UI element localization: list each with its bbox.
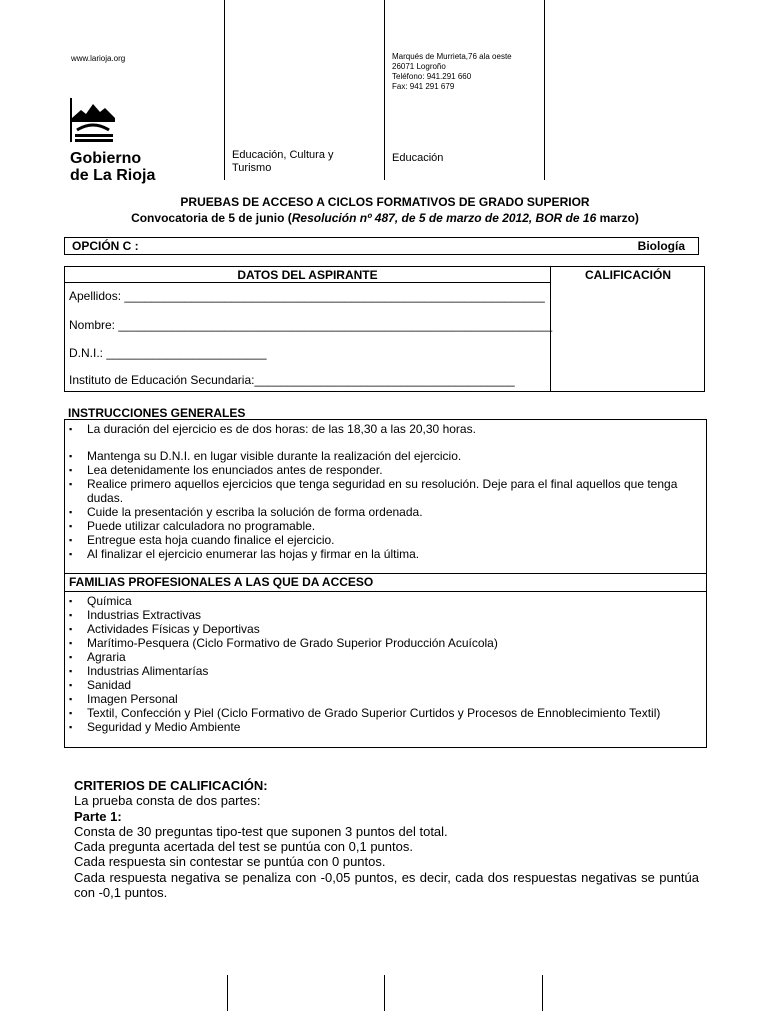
option-subject: Biología <box>637 239 685 253</box>
bullet-icon: ▪ <box>69 680 73 690</box>
list-item: ▪ Cuide la presentación y escriba la solución de forma ordenada. <box>69 505 423 519</box>
grade-header: CALIFICACIÓN <box>585 268 671 282</box>
bullet-icon: ▪ <box>69 596 73 606</box>
bullet-icon: ▪ <box>69 549 73 559</box>
subtitle-pre: Convocatoria de 5 de junio ( <box>131 211 292 225</box>
exam-title: PRUEBAS DE ACCESO A CICLOS FORMATIVOS DE GRADO SUPERIOR <box>180 195 590 209</box>
criteria-line: Cada respuesta sin contestar se puntúa con 0 puntos. <box>74 854 386 870</box>
instructions-header: INSTRUCCIONES GENERALES <box>68 406 246 420</box>
bullet-icon: ▪ <box>69 722 73 732</box>
list-item: ▪ Al finalizar el ejercicio enumerar las hojas y firmar en la última. <box>69 547 420 561</box>
instructions-list <box>65 422 702 436</box>
logo-text <box>70 150 155 184</box>
subtitle-post: marzo) <box>596 211 639 225</box>
bullet-icon: ▪ <box>69 624 73 634</box>
institute-field[interactable]: Instituto de Educación Secundaria:_______________________________________ <box>69 373 515 387</box>
header-divider-1 <box>224 0 225 180</box>
address-line: Teléfono: 941.291 660 <box>392 72 472 81</box>
department-2: Educación <box>392 152 444 164</box>
surname-field[interactable]: Apellidos: _______________________________________________________________ <box>69 289 545 303</box>
list-item: ▪ Imagen Personal <box>69 692 178 706</box>
la-rioja-crest-icon <box>69 96 117 144</box>
list-item: ▪ Química <box>69 594 132 608</box>
list-item: ▪ Mantenga su D.N.I. en lugar visible durante la realización del ejercicio. <box>69 449 462 463</box>
families-header: FAMILIAS PROFESIONALES A LAS QUE DA ACCESO <box>69 575 374 589</box>
header-divider-3 <box>544 0 545 180</box>
logo-line-1: Gobierno <box>70 150 142 167</box>
list-item: ▪ Puede utilizar calculadora no programable. <box>69 519 316 533</box>
exam-subtitle <box>0 211 770 225</box>
name-field[interactable]: Nombre: _________________________________________________________________ <box>69 318 553 332</box>
bullet-icon: ▪ <box>69 465 73 475</box>
families-header-rule <box>65 591 706 592</box>
list-item: ▪ Seguridad y Medio Ambiente <box>69 720 241 734</box>
bullet-icon: ▪ <box>69 652 73 662</box>
list-item: ▪ Marítimo-Pesquera (Ciclo Formativo de Grado Superior Producción Acuícola) <box>69 636 498 650</box>
list-item: ▪ Textil, Confección y Piel (Ciclo Formativo de Grado Superior Curtidos y Procesos de Ennoblecimiento Textil) <box>69 706 661 720</box>
dni-field[interactable]: D.N.I.: ________________________ <box>69 346 267 360</box>
list-item: ▪ Industrias Extractivas <box>69 608 202 622</box>
footer-divider-2 <box>384 975 385 1011</box>
criteria-line: Consta de 30 preguntas tipo-test que suponen 3 puntos del total. <box>74 823 448 839</box>
list-item: ▪ Agraria <box>69 650 126 664</box>
address-line: 26071 Logroño <box>392 62 446 71</box>
criteria-header: CRITERIOS DE CALIFICACIÓN: <box>74 778 268 793</box>
list-item: ▪ Entregue esta hoja cuando finalice el ejercicio. <box>69 533 335 547</box>
website-link[interactable]: www.larioja.org <box>71 54 126 63</box>
list-item: ▪ Lea detenidamente los enunciados antes de responder. <box>69 463 383 477</box>
bullet-icon: ▪ <box>69 694 73 704</box>
instructions-box <box>64 419 707 574</box>
address-line: Fax: 941 291 679 <box>392 82 455 91</box>
bullet-icon: ▪ <box>69 666 73 676</box>
families-list <box>65 594 702 734</box>
criteria-line: Cada pregunta acertada del test se puntúa con 0,1 puntos. <box>74 839 413 855</box>
bullet-icon: ▪ <box>69 638 73 648</box>
applicant-header: DATOS DEL ASPIRANTE <box>237 268 378 282</box>
bullet-icon: ▪ <box>69 451 73 461</box>
header-divider-2 <box>384 0 385 180</box>
list-item: ▪ Sanidad <box>69 678 132 692</box>
criteria-section <box>74 778 699 900</box>
subtitle-italic: Resolución nº 487, de 5 de marzo de 2012, BOR de 16 <box>291 211 597 225</box>
option-label: OPCIÓN C : <box>72 239 139 253</box>
address-block <box>392 52 512 92</box>
bullet-icon: ▪ <box>69 424 73 434</box>
list-item: ▪ Actividades Físicas y Deportivas <box>69 622 260 636</box>
bullet-icon: ▪ <box>69 479 73 489</box>
footer-divider-1 <box>227 975 228 1011</box>
footer-divider-3 <box>542 975 543 1011</box>
bullet-icon: ▪ <box>69 507 73 517</box>
bullet-icon: ▪ <box>69 535 73 545</box>
criteria-part: Parte 1: <box>74 808 122 824</box>
applicant-table <box>64 266 705 392</box>
instructions-list <box>65 449 702 561</box>
bullet-icon: ▪ <box>69 610 73 620</box>
list-item: ▪ Realice primero aquellos ejercicios que tenga seguridad en su resolución. Deje para el final aquellos que tenga dudas. <box>69 477 678 505</box>
option-box <box>64 237 699 255</box>
bullet-icon: ▪ <box>69 521 73 531</box>
list-item: ▪ La duración del ejercicio es de dos horas: de las 18,30 a las 20,30 horas. <box>69 422 476 436</box>
table-header-rule <box>65 282 550 283</box>
bullet-icon: ▪ <box>69 708 73 718</box>
logo-line-2: de La Rioja <box>70 167 156 184</box>
address-line: Marqués de Murrieta,76 ala oeste <box>392 52 512 61</box>
list-item: ▪ Industrias Alimentarías <box>69 664 209 678</box>
criteria-line: Cada respuesta negativa se penaliza con -0,05 puntos, es decir, cada dos respuestas negativas se puntúa con -0,1 puntos. <box>74 869 699 901</box>
families-box <box>64 573 707 748</box>
department-1: Educación, Cultura y Turismo <box>232 149 334 174</box>
criteria-intro: La prueba consta de dos partes: <box>74 793 261 809</box>
